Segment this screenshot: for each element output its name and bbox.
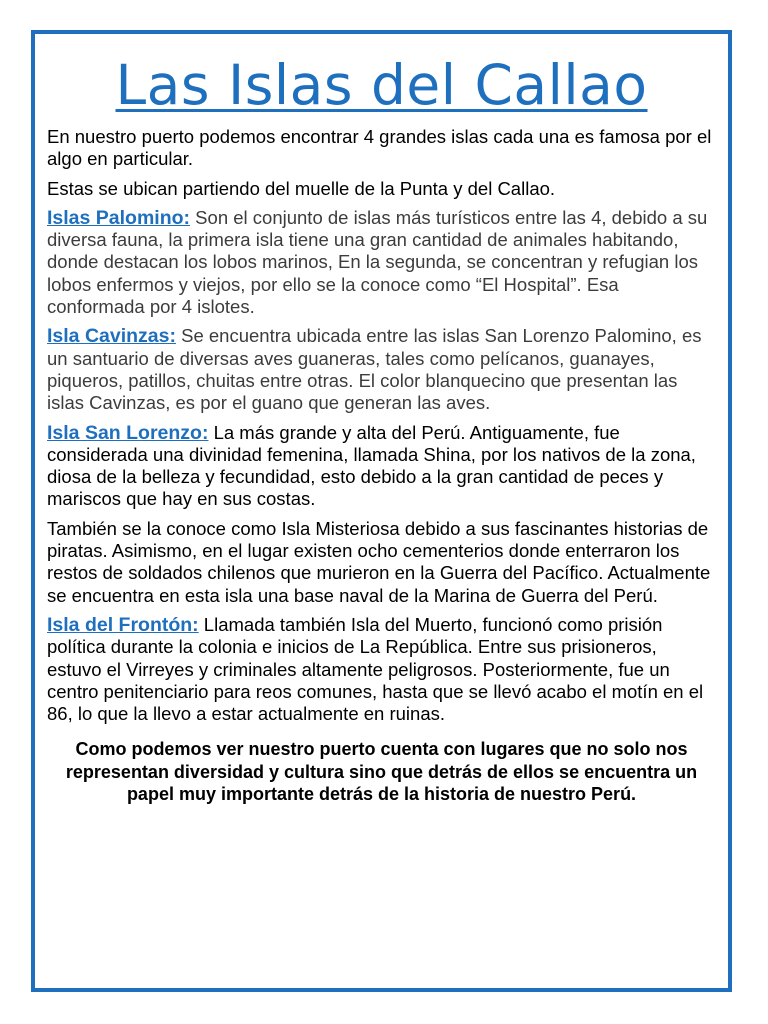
section-text: Llamada también Isla del Muerto, funcionó como prisión política durante la colonia e inicios de La República. Entre sus prisioneros, estuvo el Virreyes y criminales altamente peligrosos. Posteriormente, fue un centro penitenciario para reos comunes, hasta que se llevó acabo el motín en el 86, lo que la llevo a estar actualmente en ruinas. bbox=[47, 613, 704, 725]
page-title-text: Las Islas del Callao bbox=[115, 53, 648, 117]
section-heading: Isla San Lorenzo: bbox=[47, 421, 209, 444]
section-text: Son el conjunto de islas más turísticos entre las 4, debido a su diversa fauna, la primera isla tiene una gran cantidad de animales habitando, donde destacan los lobos marinos, En la segunda, se concentran y refugian los lobos enfermos y viejos, por ello se la conoce como “El Hospital”. Esa conformada por 4 islotes. bbox=[47, 206, 708, 318]
section-isla-san-lorenzo-continued: También se la conoce como Isla Misteriosa debido a sus fascinantes historias de piratas. Asimismo, en el lugar existen ocho cementerios donde enterraron los restos de soldados chilenos que murieron en la Guerra del Pacífico. Actualmente se encuentra en esta isla una base naval de la Marina de Guerra del Perú. bbox=[47, 517, 711, 606]
section-isla-cavinzas bbox=[47, 325, 716, 414]
section-isla-del-fronton bbox=[47, 614, 716, 725]
section-heading: Isla Cavinzas: bbox=[47, 325, 176, 348]
section-text: La más grande y alta del Perú. Antiguamente, fue considerada una divinidad femenina, llamada Shina, por los nativos de la zona, diosa de la belleza y fecundidad, esto debido a la gran cantidad de peces y mariscos que hay en sus costas. bbox=[47, 421, 696, 510]
page-title bbox=[35, 52, 728, 118]
document-body bbox=[47, 126, 716, 812]
section-heading: Isla del Frontón: bbox=[47, 613, 199, 636]
section-isla-san-lorenzo bbox=[47, 422, 716, 511]
intro-paragraph: En nuestro puerto podemos encontrar 4 grandes islas cada una es famosa por el algo en particular. bbox=[47, 126, 712, 170]
conclusion-paragraph: Como podemos ver nuestro puerto cuenta con lugares que no solo nos representan diversidad y cultura sino que detrás de ellos se encuentra un papel muy importante detrás de la historia de nuestro Perú. bbox=[65, 739, 698, 805]
section-text: Se encuentra ubicada entre las islas San Lorenzo Palomino, es un santuario de diversas aves guaneras, tales como pelícanos, guanayes, piqueros, patillos, chuitas entre otras. El color blanquecino que presentan las islas Cavinzas, es por el guano que generan las aves. bbox=[47, 325, 702, 414]
page-border bbox=[31, 30, 732, 992]
intro-paragraph-location: Estas se ubican partiendo del muelle de la Punta y del Callao. bbox=[47, 177, 556, 199]
section-heading: Islas Palomino: bbox=[47, 206, 191, 229]
section-islas-palomino bbox=[47, 207, 716, 318]
